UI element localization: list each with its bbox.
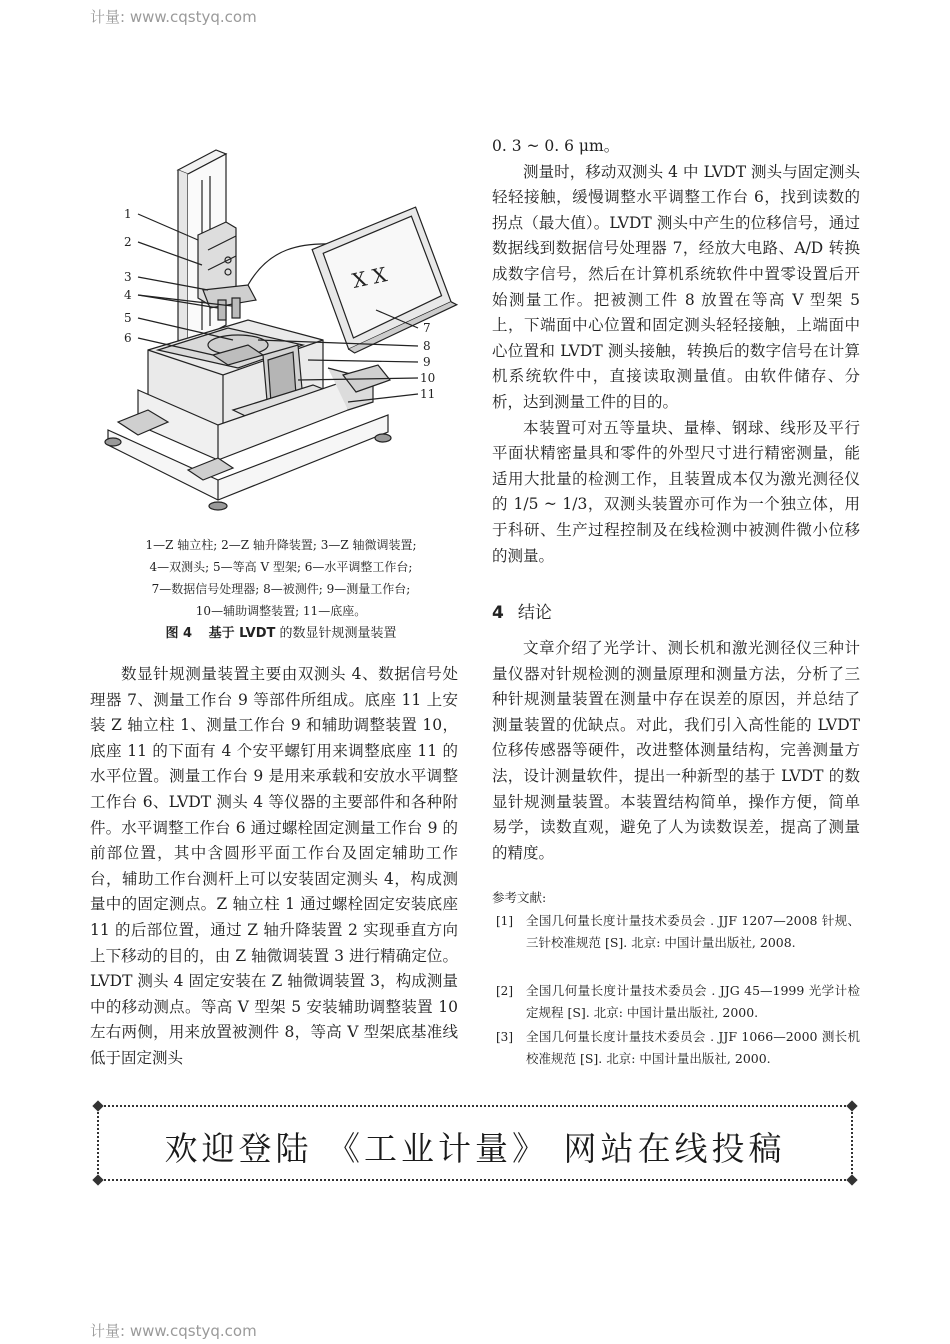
caption-legend-line-4: 10—辅助调整装置; 11—底座。 [195,604,367,618]
caption-legend-line-3: 7—数据信号处理器; 8—被测件; 9—测量工作台; [151,582,411,596]
caption-legend-line-2: 4—双测头; 5—等高 V 型架; 6—水平调整工作台; [149,560,413,574]
callout-6: 6 [124,331,132,345]
callout-3: 3 [124,270,132,284]
left-paragraph: 数显针规测量装置主要由双测头 4、数据信号处理器 7、测量工作台 9 等部件所组成。底座 11 上安装 Z 轴立柱 1、测量工作台 9 和辅助调整装置 10，底座 11 的下面有 4 个安平螺钉用来调整底座 11 的水平位置。测量工作台 9 是用来承载和安放水平调整工作台 6、LVDT 测头 4 等仪器的主要部件和各种附件。水平调整工作台 6 通过螺栓固定测量工作台 9 的前部位置，其中含圆形平面工作台及固定辅助工作台，辅助工作台测杆上可以安装固定测头 4，构成测量中的固定测点。Z 轴立柱 1 通过螺栓固定安装底座 11 的后部位置，通过 Z 轴升降装置 2 实现垂直方向上下移动的目的，由 Z 轴微调装置 3 进行精确定位。LVDT 测头 4 固定安装在 Z 轴微调装置 3，构成测量中的移动测点。等高 V 型架 5 安装辅助调整装置 10 左右两侧，用来放置被测件 8，等高 V 型架底基准线低于固定测头 [90,665,458,1067]
reference-item [496,910,860,954]
callout-7: 7 [423,321,431,335]
banner-corner-diamond [92,1174,103,1185]
watermark-top: 计量: www.cqstyq.com [90,8,257,26]
reference-item [496,980,860,1024]
section-heading [492,598,552,623]
section-title: 结论 [517,603,552,623]
section-number: 4 [492,603,504,623]
conclusion-body [492,636,860,866]
banner-text: 欢迎登陆 《工业计量》 网站在线投稿 [164,1129,786,1168]
banner-corner-diamond [846,1100,857,1111]
banner-corner-diamond [846,1174,857,1185]
conclusion-paragraph: 文章介绍了光学计、测长机和激光测径仪三种计量仪器对针规检测的测量原理和测量方法，分析了三种针规测量装置在测量中存在误差的原因，并总结了测量装置的优缺点。对此，我们引入高性能的 LVDT 位移传感器等硬件，改进整体测量结构，完善测量方法，设计测量软件，提出一种新型的基于 LVDT 的数显针规测量装置。本装置结构简单，操作方便，简单易学，读数直观，避免了人为读数误差，提高了测量的精度。 [492,639,860,862]
reference-number: [3] [496,1030,513,1044]
left-column [90,662,458,1072]
figure-caption [98,622,464,641]
callout-11: 11 [420,387,436,401]
callout-5: 5 [124,311,132,325]
submission-banner [97,1105,853,1181]
figure-label: 图 4 [165,626,193,641]
continuation-line: 0. 3 ~ 0. 6 μm。 [492,137,620,155]
device-drawing [98,140,464,532]
callout-8: 8 [423,339,431,353]
references-title: 参考文献: [492,890,547,905]
callout-1: 1 [124,207,132,221]
reference-number: [2] [496,984,513,998]
figure-title-bold: 基于 LVDT [208,626,276,641]
right-column [492,134,860,569]
reference-text: 全国几何量长度计量技术委员会 . JJG 45—1999 光学计检定规程 [S]. 北京: 中国计量出版社, 2000. [526,983,860,1020]
reference-number: [1] [496,914,513,928]
caption-legend-line-1: 1—Z 轴立柱; 2—Z 轴升降装置; 3—Z 轴微调装置; [145,538,417,552]
figure-title-rest: 的数显针规测量装置 [279,626,397,641]
watermark-bottom: 计量: www.cqstyq.com [90,1322,257,1340]
banner-corner-diamond [92,1100,103,1111]
right-paragraph-2: 本装置可对五等量块、量棒、钢球、线形及平行平面状精密量具和零件的外型尺寸进行精密测量，能适用大批量的检测工作，且装置成本仅为激光测径仪的 1/5 ~ 1/3，双测头装置亦可作为一个独立体，用于科研、生产过程控制及在线检测中被测件微小位移的测量。 [492,418,860,565]
right-paragraph-1: 测量时，移动双测头 4 中 LVDT 测头与固定测头轻轻接触，缓慢调整水平调整工作台 6，找到读数的拐点（最大值）。LVDT 测头中产生的位移信号，通过数据线到数据信号处理器 7，经放大电路、A/D 转换成数字信号，然后在计算机系统软件中置零设置后开始测量工作。把被测工件 8 放置在等高 V 型架 5 上，下端面中心位置和固定测头轻轻接触，上端面中心位置和 LVDT 测头接触，转换后的数字信号在计算机系统软件中，直接读取测量值。由软件储存、分析，达到测量工件的目的。 [492,162,860,411]
callout-10: 10 [420,371,436,385]
reference-text: 全国几何量长度计量技术委员会 . JJF 1066—2000 测长机校准规范 [S]. 北京: 中国计量出版社, 2000. [526,1029,860,1066]
reference-item [496,1026,860,1070]
reference-text: 全国几何量长度计量技术委员会 . JJF 1207—2008 针规、三针校准规范 [S]. 北京: 中国计量出版社, 2008. [526,913,860,950]
callout-4: 4 [124,288,132,302]
callout-9: 9 [423,355,431,369]
callout-2: 2 [124,235,132,249]
figure-lvdt-device [98,140,464,532]
monitor-marks: X X [350,262,390,293]
